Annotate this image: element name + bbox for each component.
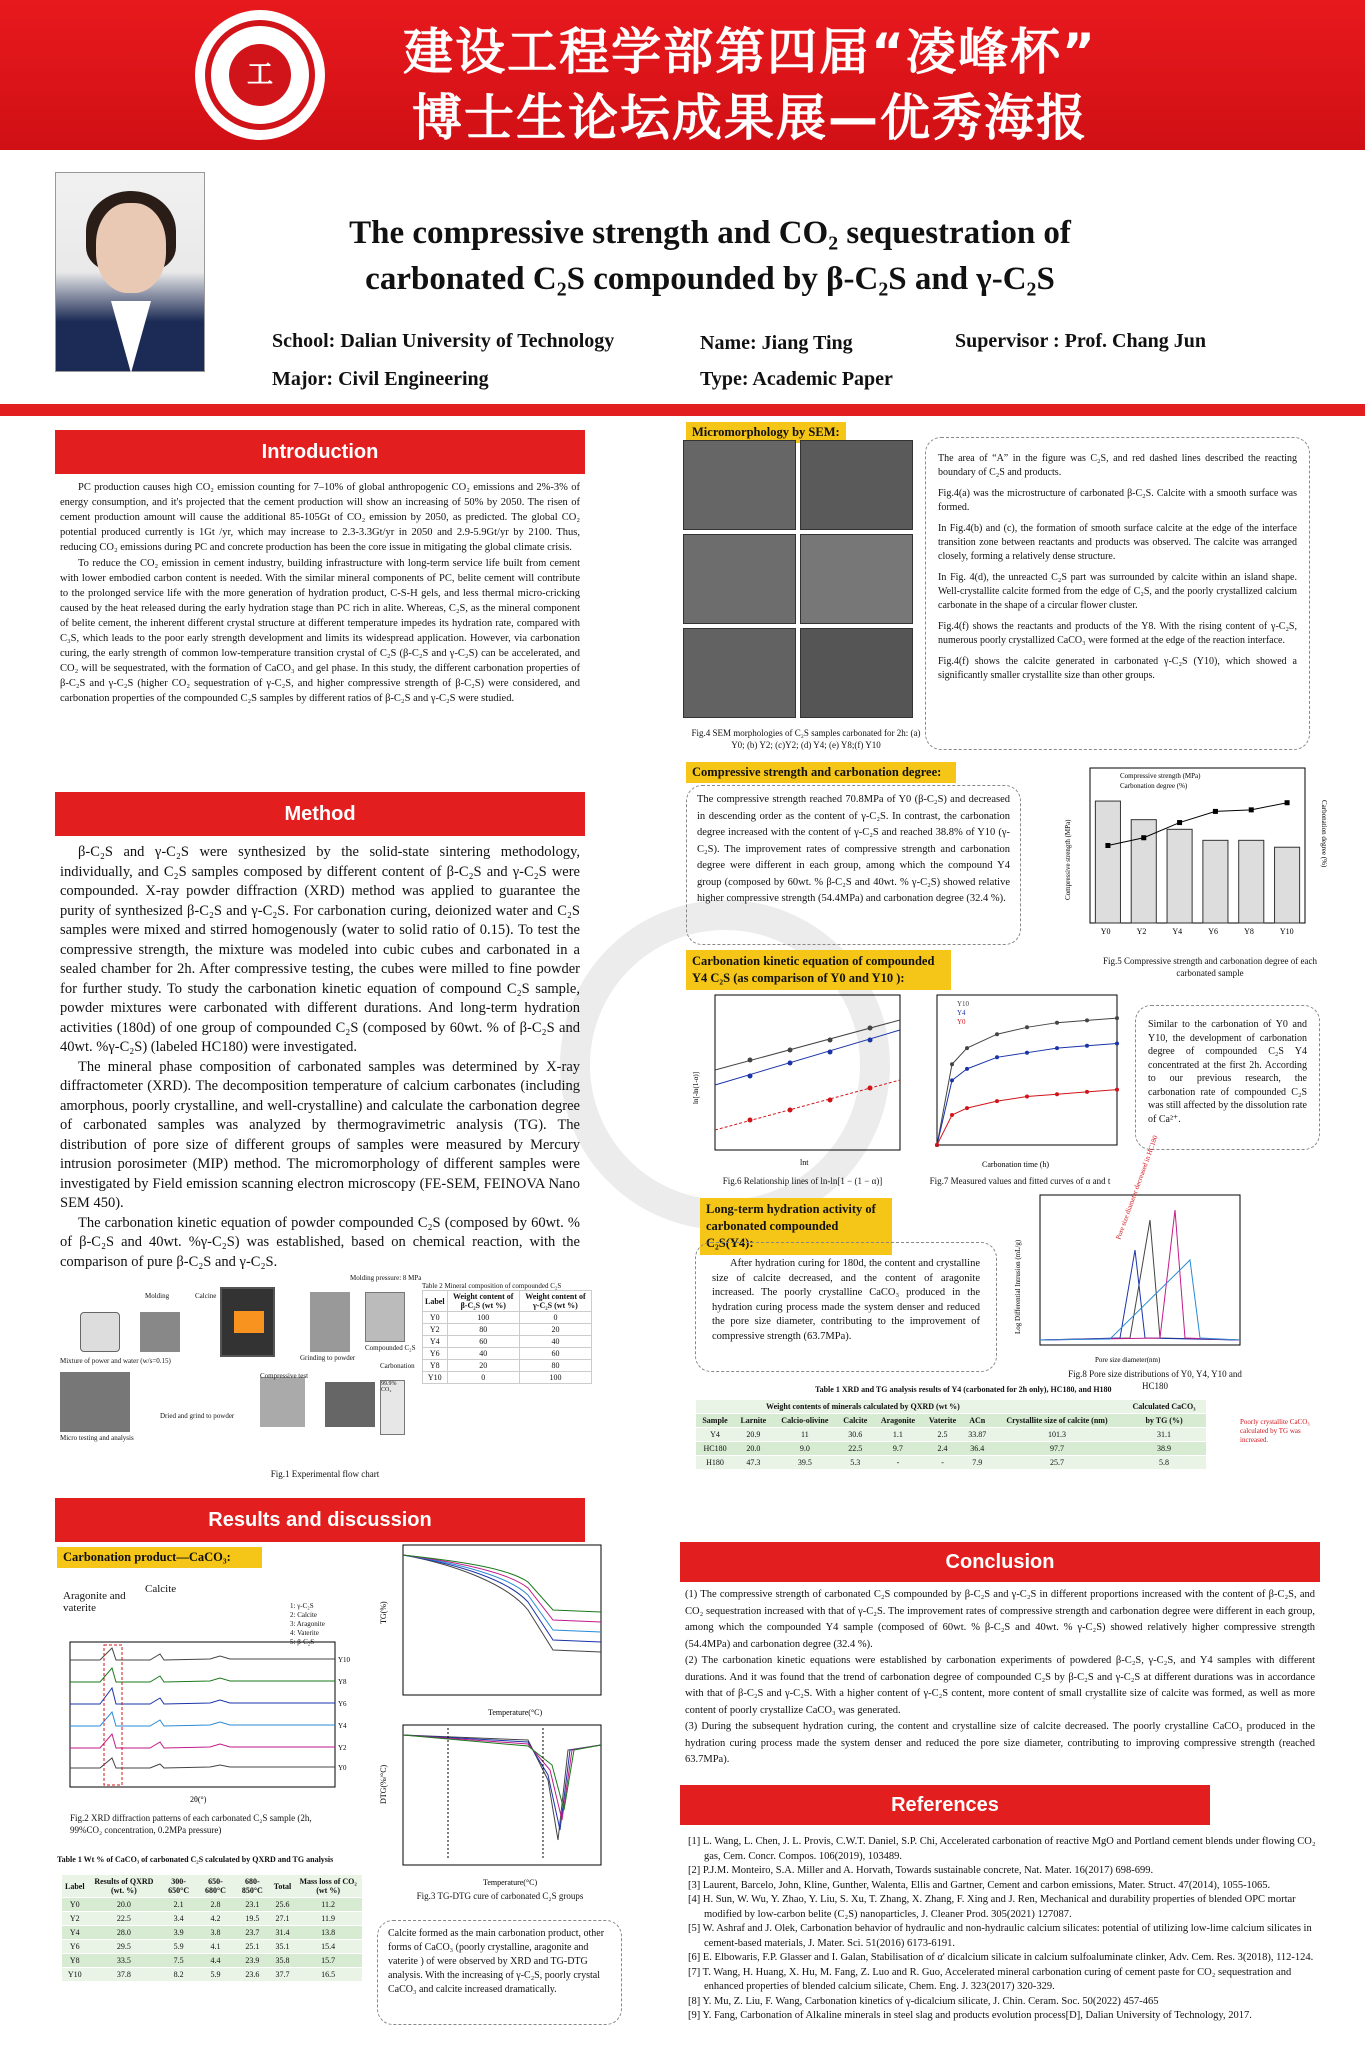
table-cell: 3.9 — [160, 1926, 197, 1940]
table-cell: 8.2 — [160, 1968, 197, 1982]
alpha-point — [1055, 1092, 1059, 1096]
hydration-text: After hydration curing for 180d, the content and crystalline size of calcite decreased, and the content of aragonite increased. The poorly crystalline CaCO₃ produced in the hydration curing process made the system denser and reduced the pore size diameter, contributing to the improvement of compressive strength (63.7MPa). — [695, 1242, 997, 1372]
table-cell: Sample — [696, 1414, 734, 1428]
alpha-point — [950, 1078, 954, 1082]
conclusion-2: (2) The carbonation kinetic equations were established by carbonation experiments of powdered β-C₂S, γ-C₂S, and Y4 samples with different durations. And it was found that the trend of carbonation degree of compounded C₂S by β-C₂S and γ-C₂S at different durations was in accordance with that of β-C₂S and γ-C₂S. With a higher content of γ-C₂S content, more content of small crystallite size of calcite was formed, as well as more content of poorly crystallize CaCO₃ was generated. — [685, 1655, 1315, 1716]
xrd-legend-3: 3: Aragonite — [290, 1620, 325, 1628]
table-cell: 80 — [519, 1360, 591, 1372]
table-cell: 20 — [447, 1360, 519, 1372]
table-cell: 7.9 — [963, 1456, 992, 1470]
table-cell: 37.8 — [88, 1968, 161, 1982]
fig6-caption: Fig.6 Relationship lines of ln-ln[1 − (1 − α)] — [722, 1176, 883, 1186]
table-cell: 9.7 — [874, 1442, 923, 1456]
table-cell: 5.9 — [160, 1940, 197, 1954]
table-cell: 300-650°C — [160, 1875, 197, 1898]
table-cell: Larnite — [734, 1414, 773, 1428]
table-group-cell — [992, 1400, 1122, 1414]
table-cell: 25.6 — [271, 1898, 295, 1912]
sem-text-2: Fig.4(a) was the microstructure of carbonated β-C₂S. Calcite with a smooth surface was formed. — [938, 488, 1297, 513]
sem-image-f — [800, 628, 913, 718]
tg-ylabel: TG(%) — [379, 1601, 388, 1624]
table3-note: Poorly crystallite CaCO₃ calculated by TG was increased. — [1240, 1418, 1310, 1444]
table-cell: 11 — [773, 1428, 837, 1442]
xrd-legend-5: 5: β-C₂S — [290, 1638, 315, 1646]
name-label: Name: Jiang Ting — [700, 332, 853, 354]
carbonation-degree-point — [1285, 800, 1290, 805]
table-cell: 5.3 — [837, 1456, 873, 1470]
fig1-caption: Fig.1 Experimental flow chart — [270, 1469, 380, 1479]
table-header-row — [423, 1291, 592, 1312]
banner-line-1: 建设工程学部第四届“凌峰杯” — [403, 23, 1097, 81]
table-cell: 25.1 — [234, 1940, 271, 1954]
table-cell: 22.5 — [88, 1912, 161, 1926]
table-cell: 2.4 — [922, 1442, 962, 1456]
alpha-point — [1085, 1018, 1089, 1022]
carbonation-degree-point — [1105, 843, 1110, 848]
strength-bar — [1203, 840, 1228, 923]
table-cell: Y10 — [62, 1968, 88, 1982]
table-cell: Y4 — [423, 1336, 448, 1348]
flow-label-calcine: Calcine — [195, 1292, 217, 1300]
alpha-series-line — [937, 1043, 1117, 1145]
flow-label-carbonation: Carbonation — [380, 1362, 415, 1370]
table-cell: 23.9 — [234, 1954, 271, 1968]
table-row — [423, 1312, 592, 1324]
table-row — [62, 1968, 362, 1982]
table-cell: HC180 — [696, 1442, 734, 1456]
kinetic-lnln-chart — [690, 990, 905, 1175]
table-cell: Y6 — [423, 1348, 448, 1360]
table-cell: Vaterite — [922, 1414, 962, 1428]
conclusion-3: (3) During the subsequent hydration curing, the content and crystalline size of calcite decreased. The poorly crystalline CaCO₃ produced in the hydration curing process made the system denser and reduced the pore size diameter, contributing to improving compressive strength (reached 63.7MPa). — [685, 1721, 1315, 1765]
alpha-point — [1115, 1041, 1119, 1045]
conclusion-header: Conclusion — [680, 1542, 1320, 1582]
table-cell: Y6 — [62, 1940, 88, 1954]
table-cell: 23.7 — [234, 1926, 271, 1940]
xrd-legend-1: 1: γ-C₂S — [290, 1602, 314, 1610]
table-cell: Y0 — [62, 1898, 88, 1912]
table-cell: H180 — [696, 1456, 734, 1470]
table-cell: 9.0 — [773, 1442, 837, 1456]
references-header: References — [680, 1785, 1210, 1825]
table-cell: Y2 — [423, 1324, 448, 1336]
table-row — [423, 1324, 592, 1336]
strength-subhead: Compressive strength and carbonation degree: — [686, 762, 956, 783]
table-row — [62, 1940, 362, 1954]
svg-text:2θ(°): 2θ(°) — [190, 1795, 207, 1804]
table-cell: 35.1 — [271, 1940, 295, 1954]
table-cell: 3.8 — [197, 1926, 234, 1940]
alpha-point — [1085, 1044, 1089, 1048]
table-cell: 2.1 — [160, 1898, 197, 1912]
sem-text-6: Fig.4(f) shows the calcite generated in carbonated γ-C₂S (Y10), which showed a significantly smaller crystallite size than other groups. — [938, 656, 1297, 681]
table-cell: 3.4 — [160, 1912, 197, 1926]
alpha-point — [995, 1032, 999, 1036]
table-cell: 60 — [447, 1336, 519, 1348]
xrd-tg-table — [696, 1400, 1206, 1470]
table-cell: 37.7 — [271, 1968, 295, 1982]
caco3-table — [62, 1875, 362, 1982]
fig8-ylabel: Log Differential Intrusion (mL/g) — [1014, 1239, 1022, 1334]
table-cell: 36.4 — [963, 1442, 992, 1456]
dtg-xlabel: Temperature(°C) — [483, 1878, 538, 1887]
table-cell: 101.3 — [992, 1428, 1122, 1442]
table-cell: 30.6 — [837, 1428, 873, 1442]
table-cell: 33.5 — [88, 1954, 161, 1968]
alpha-point — [995, 1099, 999, 1103]
category-tick-label: Y6 — [1208, 927, 1219, 936]
strength-carbonation-chart — [1060, 760, 1335, 950]
category-tick-label: Y8 — [1244, 927, 1254, 936]
reference-item: [7] T. Wang, H. Huang, X. Hu, M. Fang, Z. Luo and R. Guo, Accelerated mineral carbonation curing of cement paste for CO₂ sequestration and enhanced properties of blended calcium silicate, Chem. Eng. J. 323(2017) 320-329. — [688, 1966, 1292, 1992]
school-label: School: Dalian University of Technology — [272, 330, 615, 352]
poster-title — [240, 210, 1180, 302]
conclusion-text — [685, 1587, 1315, 1769]
table-group-cell: Weight contents of minerals calculated by QXRD (wt %) — [734, 1400, 992, 1414]
reference-item: [4] H. Sun, W. Wu, Y. Zhao, Y. Liu, S. Xu, T. Zhang, X. Zhang, F. Xing and J. Ren, Mechanical and durability properties of blended OPC mortar modified by low-carbon belite (C₂S) nanoparticles, J. Cleaner Prod. 305(2021) 127087. — [688, 1894, 1296, 1920]
alpha-point — [1025, 1025, 1029, 1029]
strength-bar — [1239, 840, 1264, 923]
alpha-point — [935, 1143, 939, 1147]
alpha-point — [965, 1067, 969, 1071]
arrow-label-calcite: Calcite — [145, 1583, 177, 1595]
legend-entry: Carbonation degree (%) — [1120, 782, 1188, 790]
table-cell: 31.1 — [1122, 1428, 1206, 1442]
references-list — [688, 1835, 1318, 2024]
table-group-cell — [696, 1400, 734, 1414]
reference-item: [6] E. Elbowaris, F.P. Glasser and I. Galan, Stabilisation of α' dicalcium silicate in calcium sulfoaluminate clinker, Adv. Cem. Res. 3(2018), 112-124. — [688, 1952, 1314, 1963]
intro-header: Introduction — [55, 430, 585, 474]
table-header-row — [696, 1414, 1206, 1428]
alpha-point — [995, 1055, 999, 1059]
flow-label-micro: Micro testing and analysis — [60, 1434, 134, 1442]
fig6-xlabel: lnt — [800, 1158, 809, 1167]
alpha-point — [965, 1046, 969, 1050]
alpha-point — [1025, 1095, 1029, 1099]
table-row — [62, 1954, 362, 1968]
category-tick-label: Y2 — [1136, 927, 1147, 936]
carbonation-degree-point — [1249, 807, 1254, 812]
flow-label-compressive: Compressive test — [260, 1372, 309, 1380]
fig4-caption: Fig.4 SEM morphologies of C₂S samples carbonated for 2h: (a) Y0; (b) Y2; (c)Y2; (d) Y4; (e) Y8;(f) Y10 — [691, 728, 921, 750]
legend-entry: Y0 — [957, 1018, 966, 1026]
y-axis-label: Compressive strength (MPa) — [1064, 819, 1072, 900]
sem-image-e — [683, 628, 796, 718]
reference-item: [3] Laurent, Barcelo, John, Kline, Gunther, Walenta, Ellis and Gartner, Cement and carbon emissions, Mater. Struct. 47(2014), 1055-1065. — [688, 1879, 1271, 1891]
table1-title: Table 1 Wt % of CaCO₃ of carbonated C₂S calculated by QXRD and TG analysis — [57, 1855, 334, 1864]
table-row — [696, 1428, 1206, 1442]
strength-bar — [1095, 801, 1120, 923]
table-cell: 47.3 — [734, 1456, 773, 1470]
table-cell: 4.4 — [197, 1954, 234, 1968]
banner-line-2: 博士生论坛成果展—优秀海报 — [412, 89, 1088, 147]
sem-image-c — [683, 534, 796, 624]
sem-text-3: In Fig.4(b) and (c), the formation of smooth surface calcite at the edge of the interface transition zone between reactants and products was observed. The calcite was arranged closely, forming a relatively dense structure. — [938, 523, 1297, 562]
dtg-ylabel: DTG(%/°C) — [379, 1764, 388, 1804]
author-photo — [55, 172, 205, 372]
table-cell: 22.5 — [837, 1442, 873, 1456]
table-cell: 2.5 — [922, 1428, 962, 1442]
alpha-point — [1115, 1016, 1119, 1020]
flow-label-dried: Dried and grind to powder — [160, 1412, 235, 1420]
fig5-caption: Fig.5 Compressive strength and carbonation degree of each carbonated sample — [1103, 956, 1317, 978]
table-row — [423, 1336, 592, 1348]
svg-text:Y2: Y2 — [338, 1744, 347, 1752]
category-tick-label: Y10 — [1279, 927, 1294, 936]
table-cell: Calcio-olivine — [773, 1414, 837, 1428]
table-cell: Y4 — [696, 1428, 734, 1442]
category-tick-label: Y4 — [1172, 927, 1183, 936]
svg-text:Y10: Y10 — [338, 1656, 351, 1664]
alpha-point — [1055, 1021, 1059, 1025]
tg-chart — [378, 1540, 608, 1720]
table-cell: Crystallite size of calcite (nm) — [992, 1414, 1122, 1428]
intro-paragraph-1: PC production causes high CO₂ emission counting for 7–10% of global anthropogenic CO₂ emissions and 2%-3% of energy consumption, and it's projected that the cement production will show an increasing of 50% by 2050. The risen of cement production amount will cause the additional 85-105Gt of CO₂ emission by 2050, as predicted. The global CO₂ potential produced currently is 1Gt /yr, which may increase to 2.3-3.3Gt/yr in 2050 and 2.9-5.9Gt/yr by 2100. Thus, reducing CO₂ emissions during PC and concrete production has been the core issue in mitigating the global climate crisis. — [60, 482, 580, 553]
table-cell: 40 — [519, 1336, 591, 1348]
title-line-1: The compressive strength and CO₂ sequestration of — [349, 215, 1071, 251]
flow-label-molding: Molding — [145, 1292, 170, 1300]
table-cell: 60 — [519, 1348, 591, 1360]
method-paragraph-1: β-C₂S and γ-C₂S were synthesized by the solid-state sintering methodology, individually, and C₂S samples composed by different content of β-C₂S and γ-C₂S were compounded. X-ray powder diffraction (XRD) method was applied to guarantee the purity of synthesized β-C₂S and γ-C₂S. For carbonation curing, deionized water and C₂S samples were mixed and stirred homogenously (water to solid ratio of 0.15). To test the compressive strength, the mixture was modeled into cubic cubes and carbonated in a sealed chamber for 2h. After compressive testing, the cubes were milled to fine powder for further study. To study the carbonation kinetic equation of compound C₂S sample, powder mixtures were carbonated with different durations. And long-term hydration activities (180d) of one group of compounded C₂S (composed by 60wt. % of β-C₂S and 40wt. %γ-C₂S) (labeled HC180) were investigated. — [60, 844, 580, 1055]
table-cell: Y8 — [423, 1360, 448, 1372]
table-cell: 13.8 — [294, 1926, 362, 1940]
tg-xlabel: Temperature(°C) — [488, 1708, 543, 1717]
table-cell: 0 — [447, 1372, 519, 1384]
table-cell: 33.87 — [963, 1428, 992, 1442]
sem-text-5: Fig.4(f) shows the reactants and products of the Y8. With the rising content of γ-C₂S, numerous poorly crystallized CaCO₃ were formed at the edge of the reaction interface. — [938, 621, 1297, 646]
sem-images — [683, 440, 915, 720]
table-cell: Weight content of β-C₂S (wt %) — [447, 1291, 519, 1312]
alpha-point — [950, 1113, 954, 1117]
legend-entry: Y4 — [957, 1009, 966, 1017]
table-cell: 650-680°C — [197, 1875, 234, 1898]
table-cell: Y4 — [62, 1926, 88, 1940]
table-cell: Y8 — [62, 1954, 88, 1968]
table-cell: 20 — [519, 1324, 591, 1336]
fig2-caption: Fig.2 XRD diffraction patterns of each carbonated C₂S sample (2h, 99%CO₂ concentration, 0.2MPa pressure) — [70, 1813, 312, 1835]
logo-mark: 工 — [229, 44, 291, 106]
table-row — [423, 1372, 592, 1384]
table-cell: 80 — [447, 1324, 519, 1336]
sem-description — [925, 437, 1310, 750]
table-row — [423, 1348, 592, 1360]
xrd-chart — [60, 1580, 360, 1810]
reference-item: [8] Y. Mu, Z. Liu, F. Wang, Carbonation kinetics of γ-dicalcium silicate, J. Chin. Ceram. Soc. 50(2022) 457-465 — [688, 1995, 1159, 2007]
flow-label-mixture: Mixture of power and water (w/s=0.15) — [60, 1357, 171, 1365]
arrow-label-aragonite: Aragonite and vaterite — [63, 1590, 126, 1614]
svg-text:Y4: Y4 — [338, 1722, 347, 1730]
method-paragraph-2: The mineral phase composition of carbonated samples was determined by X-ray diffractometer (XRD). The decomposition temperature of calcium carbonates (including amorphous, poorly crystalline, and well-crystalline) and calculate the carbonation degree of carbonated samples was analyzed by thermogravimetric analysis (TG). The distribution of pore size of different groups of samples were measured by Mercury intrusion porosimeter (MIP) method. The micromorphology of different samples were investigated by Field emission scanning electron microscopy (FE-SEM, FEINOVA Nano SEM 450). — [60, 1058, 580, 1211]
table-cell: 4.2 — [197, 1912, 234, 1926]
sem-image-d — [800, 534, 913, 624]
table-cell: 20.9 — [734, 1428, 773, 1442]
table-cell: 23.1 — [234, 1898, 271, 1912]
table-cell: 5.9 — [197, 1968, 234, 1982]
type-label: Type: Academic Paper — [700, 368, 893, 390]
fig7-xlabel: Carbonation time (h) — [982, 1160, 1050, 1169]
mineral-composition-table — [422, 1282, 592, 1384]
table-cell: 29.5 — [88, 1940, 161, 1954]
method-text — [60, 843, 580, 1272]
table2-title: Table 2 Mineral composition of compounded C₂S — [422, 1282, 562, 1290]
table-cell: 15.7 — [294, 1954, 362, 1968]
table-header-row — [62, 1875, 362, 1898]
table-row — [423, 1360, 592, 1372]
table-cell: 27.1 — [271, 1912, 295, 1926]
intro-paragraph-2: To reduce the CO₂ emission in cement industry, building infrastructure with long-term service life built from cement with lower embodied carbon content is needed. With the similar mineral components of PC, belite cement will contribute to the prolonged service life with the more generation of hydration product, C-S-H gels, and less thermal micro-cricking caused by the heat released during the early hydration stage than PC rich in alite. Whereas, C₂S, as the mineral component of belite cement, the inherent different crystal structure at different temperature impedes its hydration rate, compared with C₃S, which leads to the poor early strength development and limits its widespread application. However, via carbonation curing, the early strength of common low-temperature transition crystal of C₂S (β-C₂S and γ-C₂S) can be accelerated, and CO₂ will be sequestrated, with the formation of CaCO₃ and gel phase. In this study, the different carbonation properties of β-C₂S and γ-C₂S (higher CO₂ sequestration of γ-C₂S, and higher compressive strength of β-C₂S) were considered, and carbonation properties of the compounded C₂S samples by different ratios of β-C₂S and γ-C₂S were studied. — [60, 558, 580, 704]
table-cell: 11.2 — [294, 1898, 362, 1912]
table-cell: Weight content of γ-C₂S (wt %) — [519, 1291, 591, 1312]
table-cell: 39.5 — [773, 1456, 837, 1470]
conclusion-1: (1) The compressive strength of carbonated C₂S compounded by β-C₂S and γ-C₂S in different proportions increased with the content of β-C₂S, and CO₂ sequestration increased with that of γ-C₂S. The improvement rates of compressive strength and carbonation degree were different in each group, among which the compounded Y4 sample (composed of 60wt. % β-C₂S and 40wt. % γ-C₂S) showed relatively higher compressive strength (54.4MPa) and carbonation degree (32.4 %). — [685, 1589, 1315, 1650]
flow-label-compounded: Compounded C₂S — [365, 1344, 416, 1352]
supervisor-label: Supervisor : Prof. Chang Jun — [955, 330, 1206, 352]
table-cell: 28.0 — [88, 1926, 161, 1940]
results-note: Calcite formed as the main carbonation product, other forms of CaCO₃ (poorly crystalline, aragonite and vaterite ) of were observed by XRD and TG-DTG analysis. With the increasing of γ-C₂S, poorly crystal CaCO₃ and calcite increased dramatically. — [377, 1920, 622, 2025]
fig8-xlabel: Pore size diameter(nm) — [1095, 1356, 1161, 1364]
method-paragraph-3: The carbonation kinetic equation of powder compounded C₂S (composed by 60wt. % of β-C₂S and 40wt. %γ-C₂S) was established, based on chemical reaction, with the comparison of pure β-C₂S and γ-C₂S. — [60, 1214, 580, 1270]
table-cell: 100 — [519, 1372, 591, 1384]
kinetic-alpha-chart — [912, 990, 1122, 1175]
xrd-plot — [60, 1640, 360, 1810]
sem-image-b — [800, 440, 913, 530]
svg-text:Y6: Y6 — [338, 1700, 347, 1708]
table-cell: 4.1 — [197, 1940, 234, 1954]
table-cell: 35.8 — [271, 1954, 295, 1968]
table-cell: Y10 — [423, 1372, 448, 1384]
kinetic-subhead: Carbonation kinetic equation of compounded Y4 C₂S (as comparison of Y0 and Y10 ): — [686, 950, 951, 990]
strength-bar — [1131, 820, 1156, 923]
fig6-ylabel: ln[-ln(1-α)] — [692, 1071, 700, 1104]
carbonation-degree-point — [1141, 835, 1146, 840]
table-cell: Results of QXRD (wt. %) — [88, 1875, 161, 1898]
table-cell: 16.5 — [294, 1968, 362, 1982]
table-cell: Total — [271, 1875, 295, 1898]
table-group-cell: Calculated CaCO₃ — [1122, 1400, 1206, 1414]
table-cell: 97.7 — [992, 1442, 1122, 1456]
dtg-chart — [378, 1720, 608, 1890]
table-cell: 15.4 — [294, 1940, 362, 1954]
table-cell: Calcite — [837, 1414, 873, 1428]
alpha-point — [1055, 1046, 1059, 1050]
reference-item: [5] W. Ashraf and J. Olek, Carbonation behavior of hydraulic and non-hydraulic calcium silicates: potential of utilizing low-lime calcium silicates in cement-based materials, J. Mater. Sci. 51(2016) 6173-6191. — [688, 1923, 1312, 1949]
table-cell: 0 — [519, 1312, 591, 1324]
y2-axis-label: Carbonation degree (%) — [1320, 800, 1328, 868]
table-cell: 25.7 — [992, 1456, 1122, 1470]
divider-bar — [0, 404, 1365, 416]
table-cell: Label — [423, 1291, 448, 1312]
table-row — [62, 1898, 362, 1912]
flow-label-co2: 99.9% CO₂ — [380, 1380, 405, 1435]
hydration-subhead: Long-term hydration activity of carbonated compounded C₂S(Y4): — [700, 1198, 892, 1255]
table-cell: - — [922, 1456, 962, 1470]
fig8-caption: Fig.8 Pore size distributions of Y0, Y4, Y10 and HC180 — [1068, 1369, 1242, 1391]
table-row — [62, 1912, 362, 1926]
table-cell: Aragonite — [874, 1414, 923, 1428]
table-cell: 40 — [447, 1348, 519, 1360]
table-cell: 11.9 — [294, 1912, 362, 1926]
table-cell: 20.0 — [734, 1442, 773, 1456]
xrd-legend-4: 4: Vaterite — [290, 1629, 319, 1637]
title-line-2: carbonated C₂S compounded by β-C₂S and γ-C₂S — [365, 261, 1055, 297]
table-cell: 20.0 — [88, 1898, 161, 1912]
experimental-flow-chart — [60, 1262, 590, 1472]
strength-bar — [1167, 829, 1192, 923]
table-row — [62, 1926, 362, 1940]
table-cell: - — [874, 1456, 923, 1470]
alpha-series-line — [937, 1018, 1117, 1145]
alpha-point — [1085, 1090, 1089, 1094]
fig3-caption: Fig.3 TG-DTG cure of carbonated C₂S groups — [416, 1891, 584, 1901]
alpha-point — [965, 1106, 969, 1110]
table-cell: 5.8 — [1122, 1456, 1206, 1470]
alpha-point — [950, 1062, 954, 1066]
category-tick-label: Y0 — [1100, 927, 1111, 936]
sem-text-1: The area of “A” in the figure was C₂S, and red dashed lines described the reacting boundary of C₂S and products. — [938, 453, 1297, 478]
svg-text:Y8: Y8 — [338, 1678, 347, 1686]
carbonation-degree-point — [1177, 820, 1182, 825]
strength-bar — [1275, 847, 1300, 923]
table-cell: by TG (%) — [1122, 1414, 1206, 1428]
intro-text — [60, 480, 580, 707]
fig8-note: Pore size diameter decreased in HC180 — [1114, 1134, 1160, 1241]
alpha-point — [1025, 1051, 1029, 1055]
table-cell: Label — [62, 1875, 88, 1898]
table-cell: 680-850°C — [234, 1875, 271, 1898]
table-cell: 100 — [447, 1312, 519, 1324]
table3-title: Table 1 XRD and TG analysis results of Y4 (carbonated for 2h only), HC180, and H180 — [815, 1385, 1112, 1394]
sem-text-4: In Fig. 4(d), the unreacted C₂S part was surrounded by calcite within an island shape. Well-crystallite calcite formed from the edge of C₂S, and the poorly crystallized calcium carbonate in the shape of a circular flower cluster. — [938, 572, 1297, 611]
table-cell: 23.6 — [234, 1968, 271, 1982]
method-header: Method — [55, 792, 585, 836]
strength-text: The compressive strength reached 70.8MPa of Y0 (β-C₂S) and decreased in descending order as the content of γ-C₂S. In contrast, the carbonation degree increased with the content of γ-C₂S and reached 38.8% of Y10 (γ-C₂S). The improvement rates of compressive strength and carbonation degree were different in each group, among which the compound Y4 group (composed by 60wt. % β-C₂S and 40wt. % γ-C₂S) showed relative higher compressive strength (54.4MPa) and carbonation degree (32.4 %). — [686, 785, 1021, 945]
university-logo — [195, 10, 325, 140]
table-cell: 7.5 — [160, 1954, 197, 1968]
reference-item: [1] L. Wang, L. Chen, J. L. Provis, C.W.T. Daniel, S.P. Chi, Accelerated carbonation of reactive MgO and Portland cement blends under flowing CO₂ gas, Cem. Concr. Compos. 106(2019), 103489. — [688, 1836, 1316, 1862]
table-cell: 31.4 — [271, 1926, 295, 1940]
alpha-point — [1115, 1088, 1119, 1092]
kinetic-text: Similar to the carbonation of Y0 and Y10, the development of carbonation degree of compounded C₂S Y4 concentrated at the first 2h. According to our previous research, the carbonation rate of compounded C₂S was still affected by the dissolution rate of Ca²⁺. — [1135, 1005, 1320, 1150]
table-cell: ACn — [963, 1414, 992, 1428]
table-cell: Y2 — [62, 1912, 88, 1926]
sem-image-a — [683, 440, 796, 530]
legend-entry: Compressive strength (MPa) — [1120, 772, 1201, 780]
reference-item: [9] Y. Fang, Carbonation of Alkaline minerals in steel slag and products evolution process[D], Dalian University of Technology, 2017. — [688, 2010, 1252, 2021]
flow-label-pressure: Molding pressure: 8 MPa — [350, 1274, 422, 1282]
carbonation-degree-point — [1213, 809, 1218, 814]
table-row — [696, 1442, 1206, 1456]
carbonation-product-subhead: Carbonation product—CaCO₃: — [57, 1547, 262, 1568]
results-header: Results and discussion — [55, 1498, 585, 1542]
svg-text:Y0: Y0 — [338, 1764, 347, 1772]
table-cell: 19.5 — [234, 1912, 271, 1926]
table-cell: 38.9 — [1122, 1442, 1206, 1456]
sem-subhead: Micromorphology by SEM: — [686, 422, 846, 443]
table-row — [696, 1456, 1206, 1470]
table-cell: Mass loss of CO₂ (wt %) — [294, 1875, 362, 1898]
table-cell: 1.1 — [874, 1428, 923, 1442]
reference-item: [2] P.J.M. Monteiro, S.A. Miller and A. Horvath, Towards sustainable concrete, Nat. Mater. 16(2017) 698-699. — [688, 1865, 1154, 1876]
legend-entry: Y10 — [957, 1000, 970, 1008]
table-group-row — [696, 1400, 1206, 1414]
major-label: Major: Civil Engineering — [272, 368, 489, 390]
flow-label-grinding: Grinding to powder — [300, 1354, 356, 1362]
fig7-caption: Fig.7 Measured values and fitted curves of α and t — [929, 1176, 1111, 1186]
table-cell: Y0 — [423, 1312, 448, 1324]
xrd-legend-2: 2: Calcite — [290, 1611, 318, 1619]
table-cell: 2.8 — [197, 1898, 234, 1912]
